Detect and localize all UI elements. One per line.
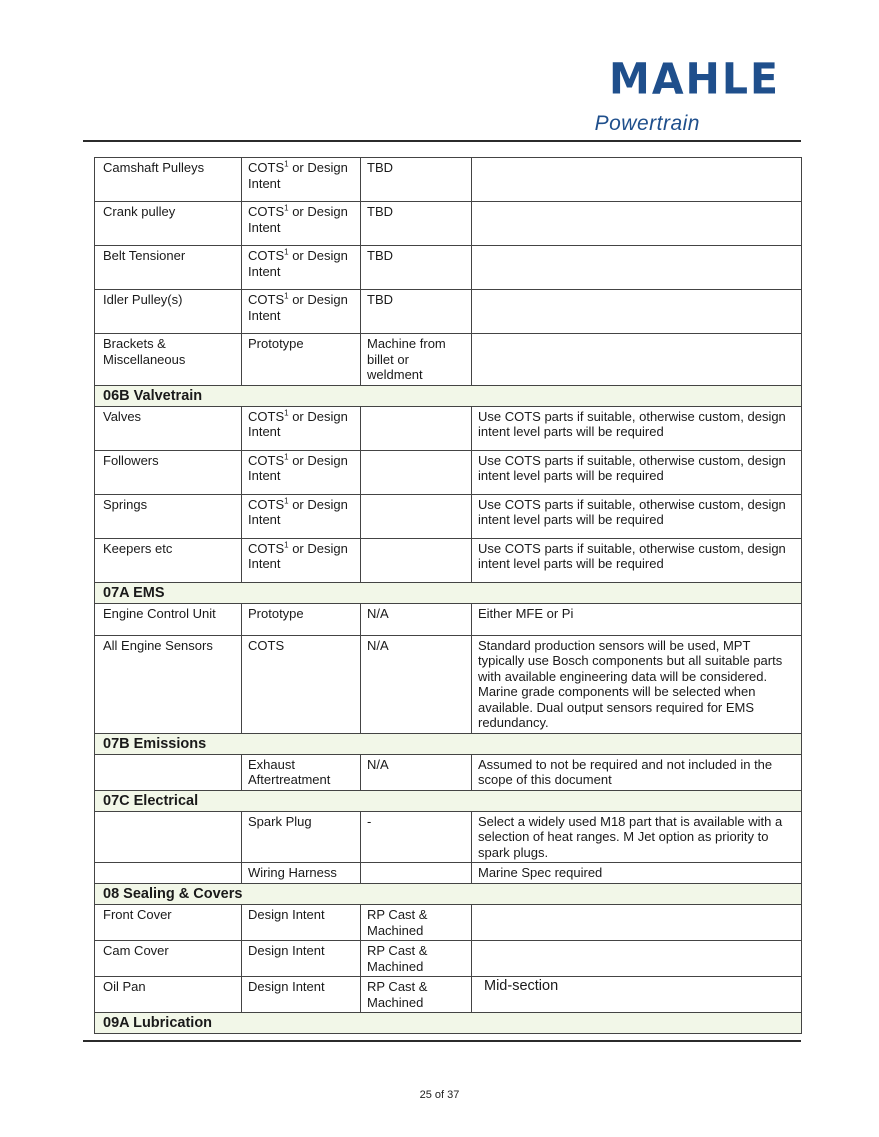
level-cell: Prototype bbox=[242, 334, 361, 386]
section-header-electrical bbox=[95, 790, 802, 811]
level-cell: Design Intent bbox=[242, 977, 361, 1013]
level-cell: Exhaust Aftertreatment bbox=[242, 754, 361, 790]
component-spec-table bbox=[94, 157, 802, 1034]
component-cell: Valves bbox=[95, 406, 242, 450]
table-row bbox=[95, 202, 802, 246]
table-row bbox=[95, 603, 802, 635]
comment-cell bbox=[472, 290, 802, 334]
table-row bbox=[95, 941, 802, 977]
table-row bbox=[95, 494, 802, 538]
component-cell: Keepers etc bbox=[95, 538, 242, 582]
level-cell: COTS$^1$ or Design Intent bbox=[242, 246, 361, 290]
section-header-lubrication bbox=[95, 1013, 802, 1034]
comment-cell: Standard production sensors will be used, MPT typically use Bosch components but all suitable parts with available engineering data will be considered. Marine grade components will be selected when available. Dual output sensors required for EMS redundancy. bbox=[472, 635, 802, 733]
section-header-sealing-covers bbox=[95, 884, 802, 905]
method-cell: Machine from billet or weldment bbox=[361, 334, 472, 386]
component-cell bbox=[95, 863, 242, 884]
section-title: 08 Sealing & Covers bbox=[95, 884, 802, 905]
section-title: 09A Lubrication bbox=[95, 1013, 802, 1034]
level-cell: COTS$^1$ or Design Intent bbox=[242, 538, 361, 582]
footer-rule bbox=[83, 1040, 801, 1042]
section-header-emissions bbox=[95, 733, 802, 754]
table-row bbox=[95, 246, 802, 290]
comment-cell: Use COTS parts if suitable, otherwise custom, design intent level parts will be required bbox=[472, 406, 802, 450]
comment-cell: Use COTS parts if suitable, otherwise custom, design intent level parts will be required bbox=[472, 494, 802, 538]
method-cell: TBD bbox=[361, 290, 472, 334]
method-cell bbox=[361, 494, 472, 538]
table-row bbox=[95, 290, 802, 334]
method-cell: - bbox=[361, 811, 472, 863]
section-title: 07C Electrical bbox=[95, 790, 802, 811]
component-cell bbox=[95, 811, 242, 863]
table-row bbox=[95, 905, 802, 941]
comment-cell: Mid-section bbox=[472, 977, 802, 1013]
section-header-ems bbox=[95, 582, 802, 603]
component-cell: Oil Pan bbox=[95, 977, 242, 1013]
comment-cell: Either MFE or Pi bbox=[472, 603, 802, 635]
level-cell: COTS$^1$ or Design Intent bbox=[242, 158, 361, 202]
method-cell bbox=[361, 406, 472, 450]
comment-cell bbox=[472, 905, 802, 941]
method-cell: TBD bbox=[361, 202, 472, 246]
component-cell: Front Cover bbox=[95, 905, 242, 941]
level-cell: COTS$^1$ or Design Intent bbox=[242, 290, 361, 334]
component-cell: Crank pulley bbox=[95, 202, 242, 246]
mahle-logo: MAHLE bbox=[609, 53, 780, 105]
comment-cell: Use COTS parts if suitable, otherwise custom, design intent level parts will be required bbox=[472, 538, 802, 582]
table-row bbox=[95, 538, 802, 582]
level-cell: COTS$^1$ or Design Intent bbox=[242, 406, 361, 450]
level-cell: COTS bbox=[242, 635, 361, 733]
method-cell: TBD bbox=[361, 246, 472, 290]
level-cell: Wiring Harness bbox=[242, 863, 361, 884]
table-row bbox=[95, 754, 802, 790]
comment-cell: Use COTS parts if suitable, otherwise custom, design intent level parts will be required bbox=[472, 450, 802, 494]
header-rule bbox=[83, 140, 801, 142]
table-row bbox=[95, 635, 802, 733]
level-cell: Design Intent bbox=[242, 941, 361, 977]
comment-cell bbox=[472, 941, 802, 977]
level-cell: Design Intent bbox=[242, 905, 361, 941]
comment-cell: Marine Spec required bbox=[472, 863, 802, 884]
method-cell: RP Cast & Machined bbox=[361, 977, 472, 1013]
method-cell: N/A bbox=[361, 635, 472, 733]
method-cell bbox=[361, 538, 472, 582]
component-cell: Cam Cover bbox=[95, 941, 242, 977]
section-header-valvetrain bbox=[95, 385, 802, 406]
method-cell bbox=[361, 450, 472, 494]
table-row bbox=[95, 863, 802, 884]
comment-cell: Assumed to not be required and not included in the scope of this document bbox=[472, 754, 802, 790]
section-title: 07B Emissions bbox=[95, 733, 802, 754]
component-cell: Springs bbox=[95, 494, 242, 538]
method-cell: N/A bbox=[361, 603, 472, 635]
comment-cell bbox=[472, 246, 802, 290]
section-title: 06B Valvetrain bbox=[95, 385, 802, 406]
component-cell bbox=[95, 754, 242, 790]
level-cell: Spark Plug bbox=[242, 811, 361, 863]
component-cell: Camshaft Pulleys bbox=[95, 158, 242, 202]
method-cell: RP Cast & Machined bbox=[361, 941, 472, 977]
comment-cell bbox=[472, 202, 802, 246]
component-cell: Belt Tensioner bbox=[95, 246, 242, 290]
table-row bbox=[95, 977, 802, 1013]
component-cell: Brackets & Miscellaneous bbox=[95, 334, 242, 386]
table-row bbox=[95, 406, 802, 450]
level-cell: COTS$^1$ or Design Intent bbox=[242, 450, 361, 494]
component-cell: Idler Pulley(s) bbox=[95, 290, 242, 334]
level-cell: Prototype bbox=[242, 603, 361, 635]
level-cell: COTS$^1$ or Design Intent bbox=[242, 202, 361, 246]
table-row bbox=[95, 450, 802, 494]
comment-cell: Select a widely used M18 part that is available with a selection of heat ranges. M Jet option as priority to spark plugs. bbox=[472, 811, 802, 863]
page-number: 25 of 37 bbox=[419, 1089, 460, 1101]
component-cell: Followers bbox=[95, 450, 242, 494]
method-cell: N/A bbox=[361, 754, 472, 790]
component-cell: All Engine Sensors bbox=[95, 635, 242, 733]
table-row bbox=[95, 334, 802, 386]
component-cell: Engine Control Unit bbox=[95, 603, 242, 635]
table-row bbox=[95, 158, 802, 202]
table-row bbox=[95, 811, 802, 863]
section-title: 07A EMS bbox=[95, 582, 802, 603]
comment-cell bbox=[472, 334, 802, 386]
method-cell bbox=[361, 863, 472, 884]
comment-cell bbox=[472, 158, 802, 202]
method-cell: RP Cast & Machined bbox=[361, 905, 472, 941]
level-cell: COTS$^1$ or Design Intent bbox=[242, 494, 361, 538]
division-name: Powertrain bbox=[594, 112, 700, 135]
method-cell: TBD bbox=[361, 158, 472, 202]
